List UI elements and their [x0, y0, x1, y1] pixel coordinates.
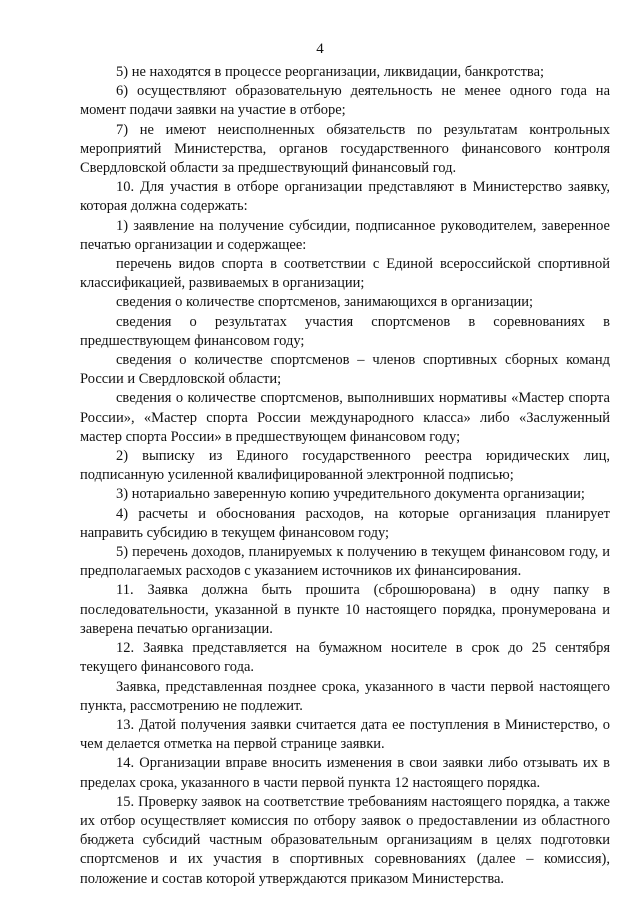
paragraph-10-4-expense-calculations: 4) расчеты и обоснования расходов, на которые организация планирует направить субсидию в текущем финансовом году; — [80, 505, 610, 541]
paragraph-item-7-no-obligations: 7) не имеют неисполненных обязательств по результатам контрольных мероприятий Министерства, органов государственного финансового контроля Свердловской области за предшествующий финансовый год. — [80, 121, 610, 177]
paragraph-competition-results: сведения о результатах участия спортсменов в соревнованиях в предшествующем финансовом году; — [80, 313, 610, 349]
paragraph-12-late-application: Заявка, представленная позднее срока, указанного в части первой настоящего пункта, рассмотрению не подлежит. — [80, 678, 610, 714]
paragraph-12-deadline: 12. Заявка представляется на бумажном носителе в срок до 25 сентября текущего финансового года. — [80, 640, 610, 676]
paragraph-10-5-income-list: 5) перечень доходов, планируемых к получению в текущем финансовом году, и предполагаемых расходов с указанием источников их финансирования. — [80, 544, 610, 580]
paragraph-sports-list: перечень видов спорта в соответствии с Единой всероссийской спортивной классификацией, развиваемых в организации; — [80, 256, 610, 292]
paragraph-10-application-contents: 10. Для участия в отборе организации представляют в Министерство заявку, которая должна содержать: — [80, 179, 610, 215]
paragraph-13-receipt-date: 13. Датой получения заявки считается дата ее поступления в Министерство, о чем делается отметка на первой странице заявки. — [80, 716, 610, 753]
paragraph-item-5-not-reorganizing: 5) не находятся в процессе реорганизации, ликвидации, банкротства; — [116, 64, 545, 80]
paragraph-athletes-count: сведения о количестве спортсменов, занимающихся в организации; — [116, 294, 534, 311]
document-body — [80, 63, 610, 889]
paragraph-10-3-charter-copy: 3) нотариально заверенную копию учредительного документа организации; — [116, 486, 585, 503]
paragraph-14-changes: 14. Организации вправе вносить изменения в свои заявки либо отзывать их в пределах срока, указанного в части первой пункта 12 настоящего порядка. — [80, 755, 610, 791]
paragraph-10-1-statement: 1) заявление на получение субсидии, подписанное руководителем, заверенное печатью организации и содержащее: — [80, 217, 610, 253]
paragraph-national-team-members: сведения о количестве спортсменов – членов спортивных сборных команд России и Свердловской области; — [80, 352, 610, 388]
paragraph-10-2-registry-extract: 2) выписку из Единого государственного реестра юридических лиц, подписанную усиленной квалифицированной электронной подписью; — [80, 448, 610, 484]
paragraph-item-6-educational-activity: 6) осуществляют образовательную деятельность не менее одного года на момент подачи заявки на участие в отборе; — [80, 83, 610, 119]
page-number: 4 — [316, 41, 324, 57]
paragraph-11-binding: 11. Заявка должна быть прошита (сброшюрована) в одну папку в последовательности, указанной в пункте 10 настоящего порядка, пронумерована и заверена печатью организации. — [80, 582, 610, 637]
paragraph-master-of-sport: сведения о количестве спортсменов, выполнивших нормативы «Мастер спорта России», «Мастер спорта России международного класса» либо «Заслуженный мастер спорта России» в предшествующем финансовом году; — [80, 390, 610, 445]
paragraph-15-commission: 15. Проверку заявок на соответствие требованиям настоящего порядка, а также их отбор осуществляет комиссия по отбору заявок о предоставлении из областного бюджета субсидий частным образовательным организациям в целях подготовки спортсменов и их участия в спортивных соревнованиях (далее – комиссия), положение и состав которой утверждаются приказом Министерства. — [80, 793, 610, 887]
